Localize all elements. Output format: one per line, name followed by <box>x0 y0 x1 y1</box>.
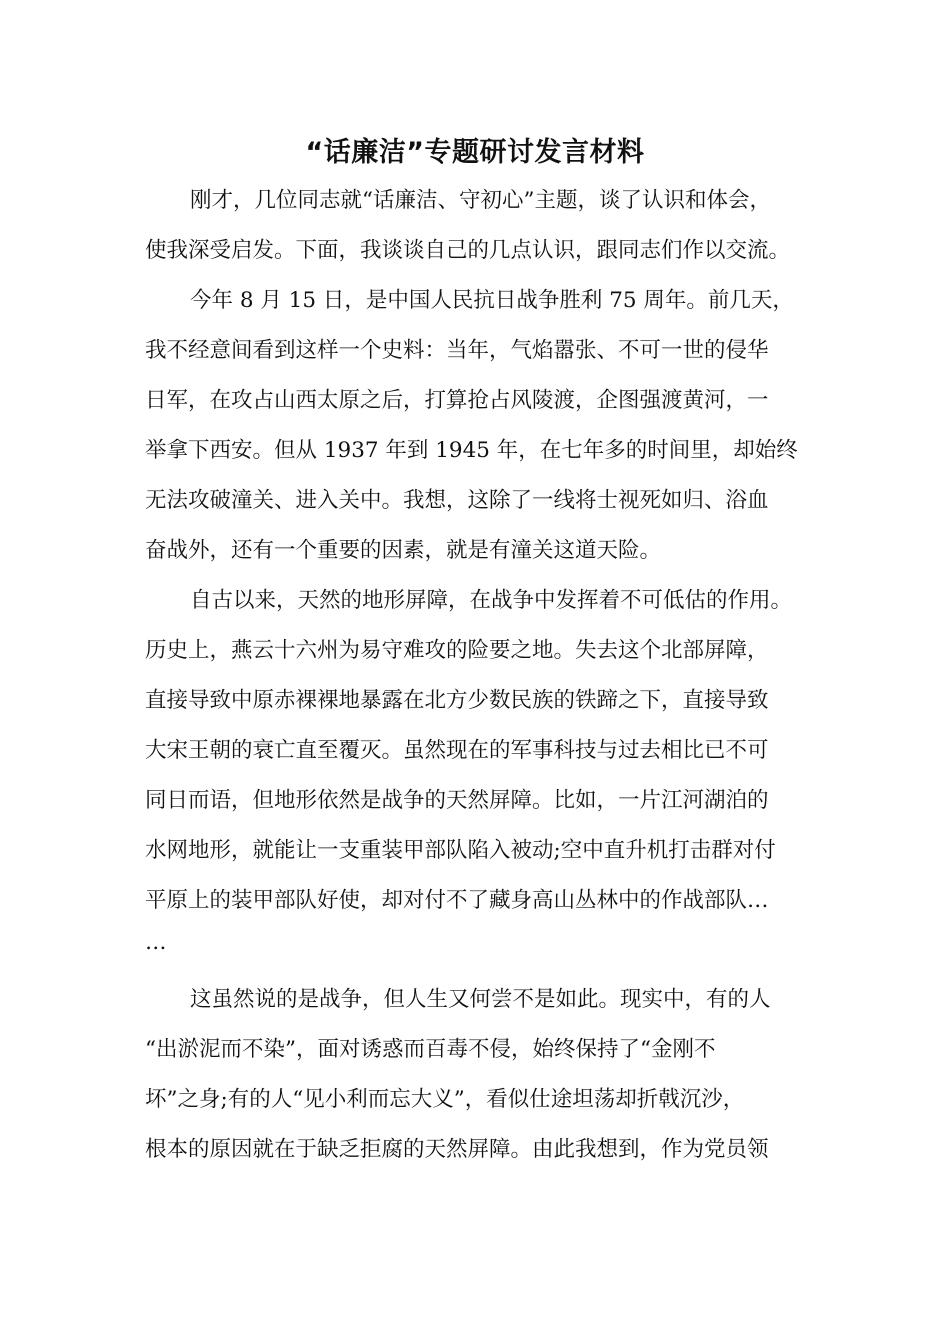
text-line: 举拿下西安。但从 1937 年到 1945 年，在七年多的时间里，却始终 <box>145 438 798 463</box>
text-line: “出淤泥而不染”，面对诱惑而百毒不侵，始终保持了“金刚不 <box>145 1037 716 1062</box>
text-line: 自古以来，天然的地形屏障，在战争中发挥着不可低估的作用。 <box>190 588 793 613</box>
text-line: 今年 8 月 15 日，是中国人民抗日战争胜利 75 周年。前几天， <box>190 288 794 313</box>
text-line: 使我深受启发。下面，我谈谈自己的几点认识，跟同志们作以交流。 <box>145 238 791 263</box>
text-line: 我不经意间看到这样一个史料：当年，气焰嚣张、不可一世的侵华 <box>145 338 769 363</box>
text-line: 平原上的装甲部队好使，却对付不了藏身高山丛林中的作战部队… <box>145 888 769 913</box>
text-line: 无法攻破潼关、进入关中。我想，这除了一线将士视死如归、浴血 <box>145 488 769 513</box>
text-line: 根本的原因就在于缺乏拒腐的天然屏障。由此我想到，作为党员领 <box>145 1137 769 1162</box>
text-line: 这虽然说的是战争，但人生又何尝不是如此。现实中，有的人 <box>190 987 771 1012</box>
text-line: 水网地形，就能让一支重装甲部队陷入被动;空中直升机打击群对付 <box>145 838 776 863</box>
text-line: 日军，在攻占山西太原之后，打算抢占风陵渡，企图强渡黄河，一 <box>145 388 769 413</box>
text-line: 奋战外，还有一个重要的因素，就是有潼关这道天险。 <box>145 538 662 563</box>
text-line: 同日而语，但地形依然是战争的天然屏障。比如，一片江河湖泊的 <box>145 788 769 813</box>
text-line: 历史上，燕云十六州为易守难攻的险要之地。失去这个北部屏障， <box>145 638 769 663</box>
text-line: 刚才，几位同志就“话廉洁、守初心”主题，谈了认识和体会， <box>190 188 771 213</box>
text-line: … <box>145 930 167 955</box>
text-line: 直接导致中原赤裸裸地暴露在北方少数民族的铁蹄之下，直接导致 <box>145 688 769 713</box>
text-line: 大宋王朝的衰亡直至覆灭。虽然现在的军事科技与过去相比已不可 <box>145 738 769 763</box>
text-line: 坏”之身;有的人“见小利而忘大义”，看似仕途坦荡却折戟沉沙， <box>145 1087 745 1112</box>
document-title: “话廉洁”专题研讨发言材料 <box>305 137 645 168</box>
